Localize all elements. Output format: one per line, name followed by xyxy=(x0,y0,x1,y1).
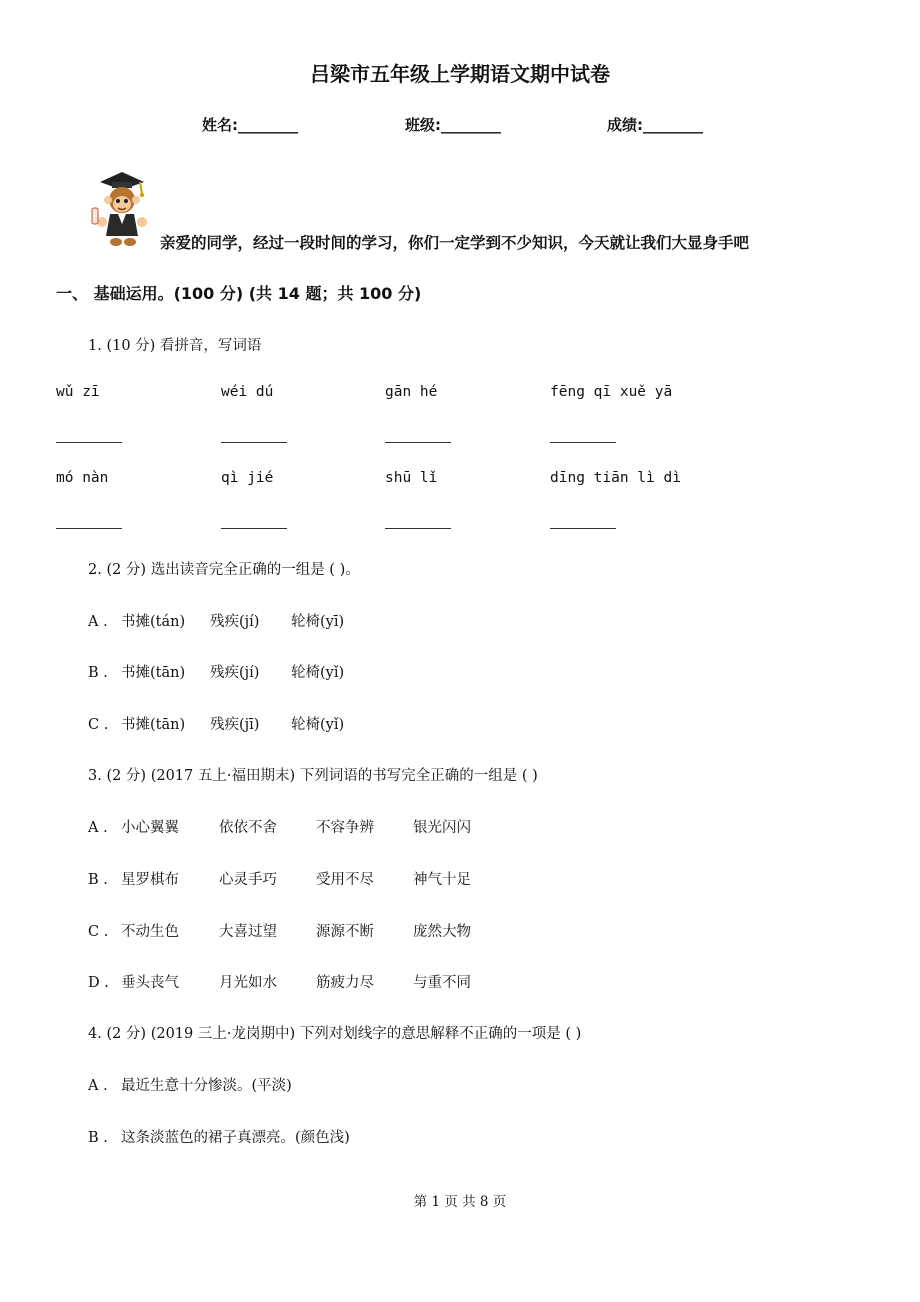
option-item: 残疾(jí) xyxy=(210,614,260,630)
answer-blank[interactable] xyxy=(550,442,616,443)
q3-option-b[interactable] xyxy=(88,868,471,889)
pinyin-item: wéi dú xyxy=(221,384,274,400)
section-1-title: 一、 基础运用。(100 分) (共 14 题；共 100 分) xyxy=(56,284,422,303)
page-title: 吕梁市五年级上学期语文期中试卷 xyxy=(310,62,610,86)
option-letter: A . xyxy=(88,820,108,836)
option-item: 不动生色 xyxy=(121,924,179,940)
greeting-text: 亲爱的同学，经过一段时间的学习，你们一定学到不少知识，今天就让我们大显身手吧 xyxy=(160,234,750,252)
option-letter: B . xyxy=(88,665,108,681)
option-item: 书摊(tān) xyxy=(121,665,186,681)
score-field-label: 成绩:________ xyxy=(607,116,703,134)
option-item: 小心翼翼 xyxy=(121,820,179,836)
q3-option-d[interactable] xyxy=(88,971,471,992)
q4-option-b[interactable] xyxy=(88,1126,350,1147)
option-item: 心灵手巧 xyxy=(219,872,277,888)
pinyin-item: shū lǐ xyxy=(385,470,438,486)
option-item: 依依不舍 xyxy=(219,820,277,836)
q4-option-a[interactable] xyxy=(88,1074,292,1095)
option-item: 不容争辨 xyxy=(316,820,374,836)
option-item: 书摊(tán) xyxy=(121,614,186,630)
option-item: 源源不断 xyxy=(316,924,374,940)
option-item: 月光如水 xyxy=(219,975,277,991)
pinyin-item: dīng tiān lì dì xyxy=(550,470,681,486)
name-field-label: 姓名:________ xyxy=(202,116,298,134)
answer-blank[interactable] xyxy=(56,528,122,529)
answer-blank[interactable] xyxy=(221,528,287,529)
answer-blank[interactable] xyxy=(56,442,122,443)
page-footer: 第 1 页 共 8 页 xyxy=(413,1194,507,1210)
option-item: 残疾(jí) xyxy=(210,665,260,681)
q2-option-a[interactable] xyxy=(88,610,344,631)
question-4-stem: 4. (2 分) (2019 三上·龙岗期中) 下列对划线字的意思解释不正确的一项是 ( ) xyxy=(88,1026,582,1042)
answer-blank[interactable] xyxy=(550,528,616,529)
option-item: 垂头丧气 xyxy=(121,975,179,991)
class-field-label: 班级:________ xyxy=(405,116,501,134)
option-item: 轮椅(yǐ) xyxy=(291,665,345,681)
option-letter: A . xyxy=(88,614,108,630)
option-item: 筋疲力尽 xyxy=(316,975,374,991)
pinyin-item: fēng qī xuě yā xyxy=(550,384,673,400)
mascot-icon xyxy=(88,168,152,252)
answer-blank[interactable] xyxy=(385,442,451,443)
q3-option-c[interactable] xyxy=(88,920,471,941)
pinyin-item: qì jié xyxy=(221,470,274,486)
option-letter: B . xyxy=(88,1130,108,1146)
q2-option-c[interactable] xyxy=(88,713,344,734)
option-item: 银光闪闪 xyxy=(413,820,471,836)
option-letter: D . xyxy=(88,975,109,991)
pinyin-item: wǔ zī xyxy=(56,384,100,400)
option-item: 大喜过望 xyxy=(219,924,277,940)
option-item: 残疾(jī) xyxy=(210,717,260,733)
pinyin-item: mó nàn xyxy=(56,470,109,486)
q2-option-b[interactable] xyxy=(88,661,344,682)
option-item: 轮椅(yī) xyxy=(291,614,345,630)
option-letter: C . xyxy=(88,717,109,733)
question-2-stem: 2. (2 分) 选出读音完全正确的一组是 ( )。 xyxy=(88,562,360,578)
option-letter: A . xyxy=(88,1078,108,1094)
option-text: 最近生意十分惨淡。(平淡) xyxy=(121,1078,292,1094)
answer-blank[interactable] xyxy=(221,442,287,443)
pinyin-item: gān hé xyxy=(385,384,438,400)
option-text: 这条淡蓝色的裙子真漂亮。(颜色浅) xyxy=(121,1130,350,1146)
option-item: 受用不尽 xyxy=(316,872,374,888)
option-item: 神气十足 xyxy=(413,872,471,888)
answer-blank[interactable] xyxy=(385,528,451,529)
option-item: 与重不同 xyxy=(413,975,471,991)
option-letter: B . xyxy=(88,872,108,888)
option-item: 书摊(tān) xyxy=(121,717,186,733)
question-1-stem: 1. (10 分) 看拼音，写词语 xyxy=(88,338,262,354)
option-item: 星罗棋布 xyxy=(121,872,179,888)
option-item: 庞然大物 xyxy=(413,924,471,940)
option-item: 轮椅(yǐ) xyxy=(291,717,345,733)
q3-option-a[interactable] xyxy=(88,816,471,837)
question-3-stem: 3. (2 分) (2017 五上·福田期末) 下列词语的书写完全正确的一组是 ( ) xyxy=(88,768,538,784)
option-letter: C . xyxy=(88,924,109,940)
